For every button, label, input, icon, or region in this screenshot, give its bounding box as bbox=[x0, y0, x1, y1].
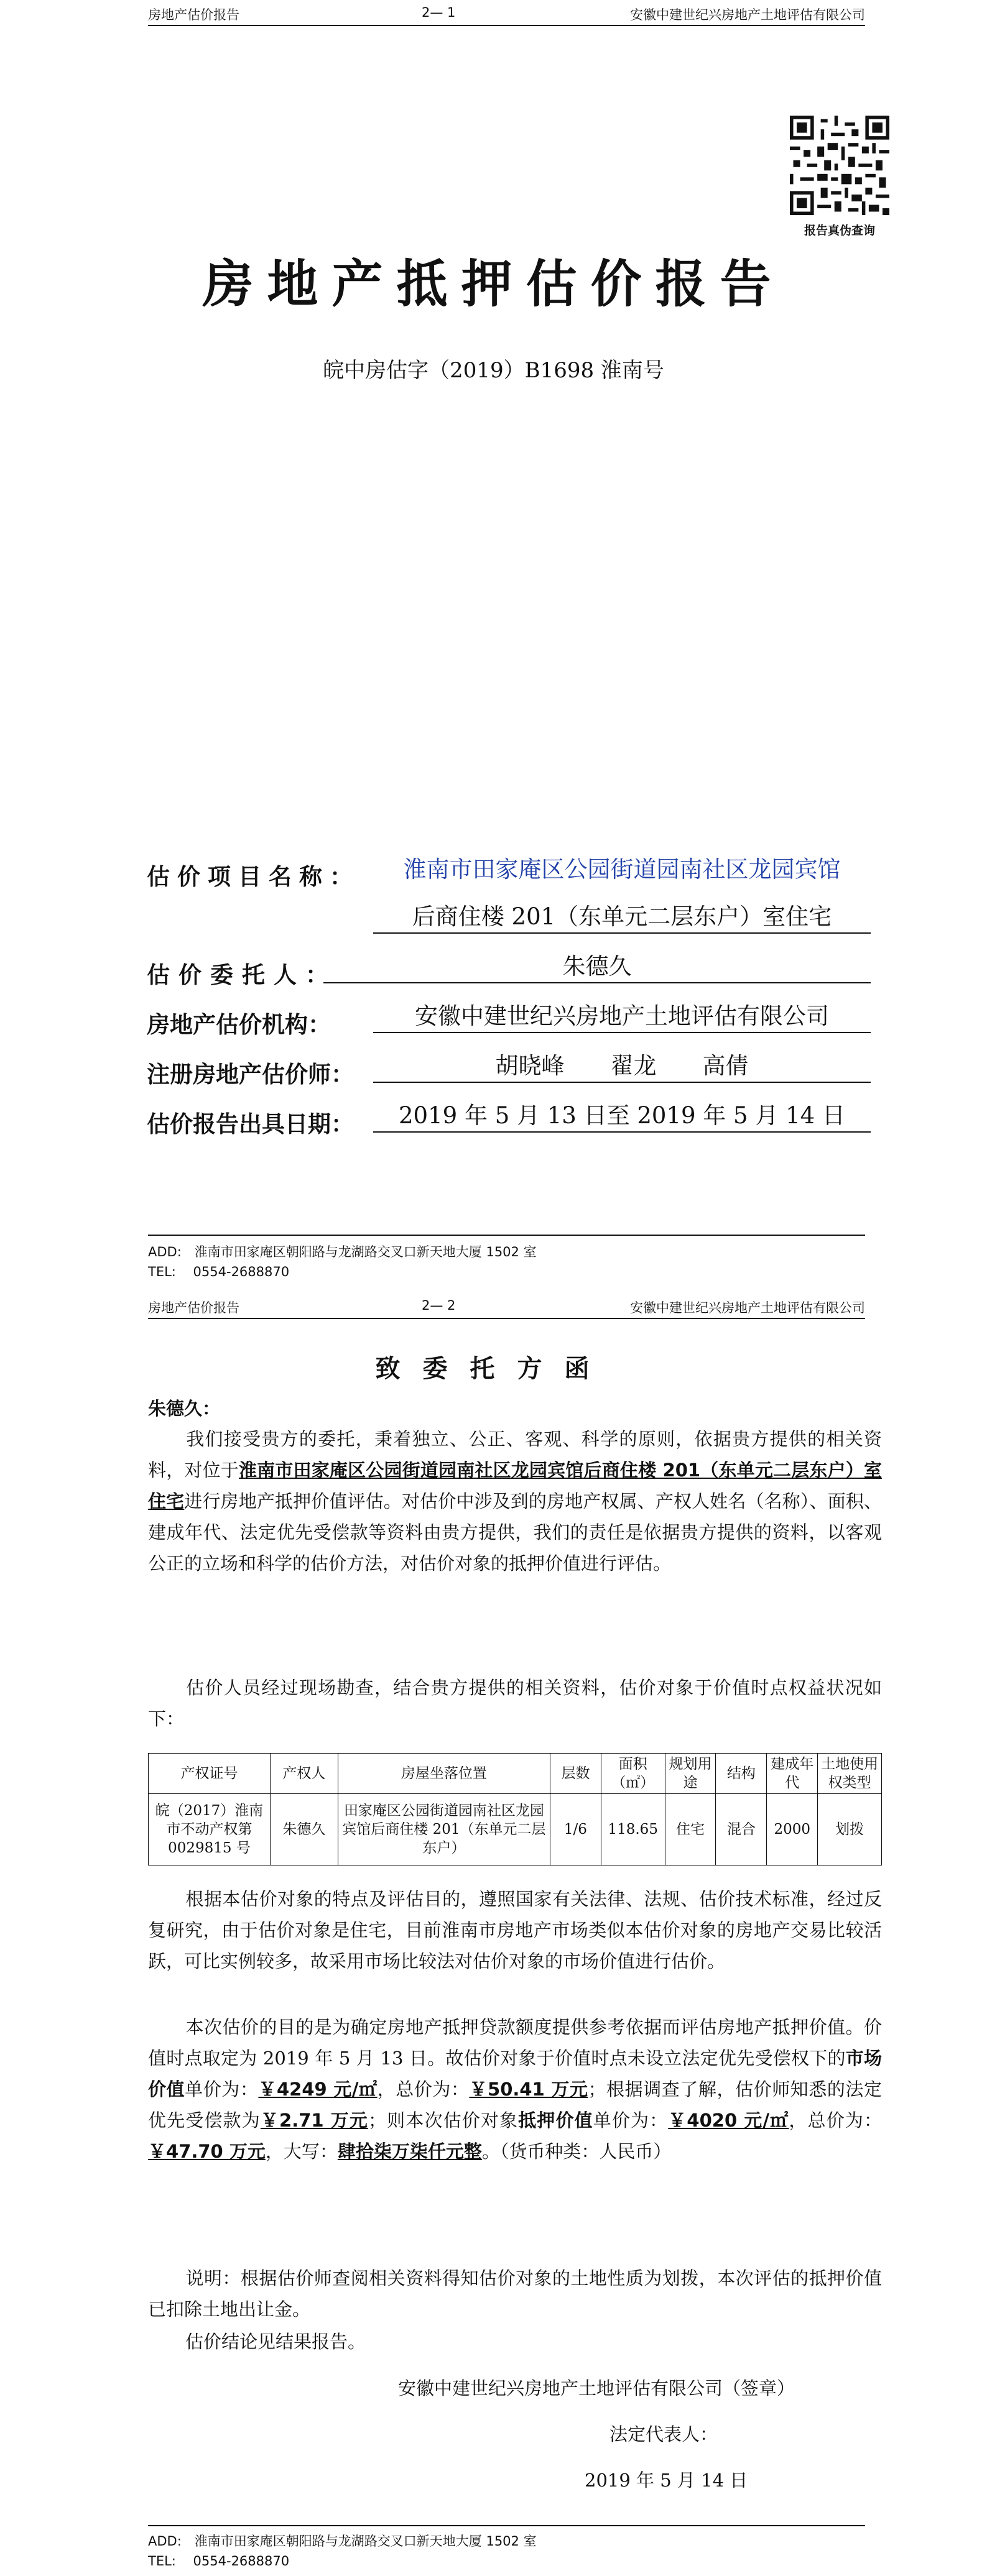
table-cell: 划拨 bbox=[818, 1794, 882, 1865]
table-header-row bbox=[149, 1754, 882, 1794]
footer-rule bbox=[148, 1235, 865, 1236]
footer-tel: TEL: 0554-2688870 bbox=[148, 1264, 290, 1279]
salutation: 朱德久： bbox=[148, 1398, 221, 1419]
report-title: 房地产抵押估价报告 bbox=[202, 255, 785, 314]
table-header: 规划用途 bbox=[665, 1754, 716, 1794]
appraiser-value: 胡晓峰 翟龙 高倩 bbox=[373, 1051, 871, 1083]
table-cell: 118.65 bbox=[601, 1794, 665, 1865]
table-cell: 皖（2017）淮南市不动产权第 0029815 号 bbox=[149, 1794, 271, 1865]
letter-title: 致委托方函 bbox=[375, 1355, 612, 1383]
table-cell: 混合 bbox=[716, 1794, 767, 1865]
footer-address: ADD: 淮南市田家庵区朝阳路与龙湖路交叉口新天地大厦 1502 室 bbox=[148, 2534, 537, 2549]
paragraph-inspection: 估价人员经过现场勘查，结合贵方提供的相关资料，估价对象于价值时点权益状况如下： bbox=[148, 1677, 882, 1729]
table-header: 房屋坐落位置 bbox=[338, 1754, 550, 1794]
market-value-label: 市场价值 bbox=[148, 2048, 882, 2100]
footer-rule bbox=[148, 2525, 865, 2526]
header-company: 安徽中建世纪兴房地产土地评估有限公司 bbox=[630, 7, 865, 22]
table-cell: 住宅 bbox=[665, 1794, 716, 1865]
table-header: 层数 bbox=[550, 1754, 601, 1794]
mortgage-value-label: 抵押价值 bbox=[518, 2110, 593, 2131]
qr-code-icon[interactable] bbox=[790, 116, 889, 215]
client-value: 朱德久 bbox=[323, 951, 871, 983]
qr-caption: 报告真伪查询 bbox=[804, 224, 875, 237]
table-header: 产权人 bbox=[270, 1754, 338, 1794]
report-number: 皖中房估字（2019）B1698 淮南号 bbox=[323, 358, 664, 383]
mortgage-total-in-words: 肆拾柒万柒仟元整 bbox=[337, 2141, 482, 2162]
header-page-number: 2— 2 bbox=[422, 1298, 456, 1313]
table-header: 面积（㎡） bbox=[601, 1754, 665, 1794]
table-header: 产权证号 bbox=[149, 1754, 271, 1794]
agency-label: 房地产估价机构： bbox=[147, 1011, 331, 1038]
table-cell: 2000 bbox=[767, 1794, 818, 1865]
header-left: 房地产估价报告 bbox=[148, 7, 239, 22]
signature-company: 安徽中建世纪兴房地产土地评估有限公司（签章） bbox=[398, 2378, 795, 2399]
project-name-value-line2: 后商住楼 201（东单元二层东户）室住宅 bbox=[373, 901, 871, 934]
mortgage-total-price: ￥47.70 万元 bbox=[148, 2141, 266, 2162]
project-name-label: 估价项目名称： bbox=[147, 863, 360, 890]
header-page-number: 2— 1 bbox=[422, 5, 456, 20]
client-label: 估价委托人： bbox=[147, 962, 337, 988]
market-unit-price: ￥4249 元/㎡ bbox=[258, 2079, 378, 2100]
paragraph-note: 说明：根据估价师查阅相关资料得知估价对象的土地性质为划拨，本次评估的抵押价值已扣除土地出让金。 bbox=[148, 2268, 882, 2320]
table-header: 结构 bbox=[716, 1754, 767, 1794]
header-rule bbox=[148, 1318, 865, 1319]
paragraph-method: 根据本估价对象的特点及评估目的，遵照国家有关法律、法规、估价技术标准，经过反复研究，由于估价对象是住宅，目前淮南市房地产市场类似本估价对象的房地产交易比较活跃，可比实例较多，故采用市场比较法对估价对象的市场价值进行估价。 bbox=[148, 1888, 882, 1972]
project-name-value-line1: 淮南市田家庵区公园街道园南社区龙园宾馆 bbox=[403, 856, 841, 883]
table-cell: 田家庵区公园街道园南社区龙园宾馆后商住楼 201（东单元二层东户） bbox=[338, 1794, 550, 1865]
table-header: 土地使用权类型 bbox=[818, 1754, 882, 1794]
mortgage-unit-price: ￥4020 元/㎡ bbox=[668, 2110, 789, 2131]
paragraph-valuation: 本次估价的目的是为确定房地产抵押贷款额度提供参考依据而评估房地产抵押价值。价值时点取定为 2019 年 5 月 13 日。故估价对象于价值时点未设立法定优先受偿权下的市场价值单价为：￥4249 元/㎡，总价为：￥50.41 万元；根据调查了解，估价师知悉的法定优先受偿款为￥2.71 万元；则本次估价对象抵押价值单价为：￥4020 元/㎡，总价为：￥47.70 万元，大写：肆拾柒万柒仟元整。（货币种类：人民币） bbox=[148, 2017, 882, 2162]
signature-date: 2019 年 5 月 14 日 bbox=[585, 2470, 748, 2491]
signature-legal-rep: 法定代表人： bbox=[609, 2424, 718, 2445]
header-company: 安徽中建世纪兴房地产土地评估有限公司 bbox=[630, 1300, 865, 1315]
footer-tel: TEL: 0554-2688870 bbox=[148, 2554, 290, 2569]
market-total-price: ￥50.41 万元 bbox=[469, 2079, 588, 2100]
priority-payment: ￥2.71 万元 bbox=[260, 2110, 369, 2131]
issue-date-value: 2019 年 5 月 13 日至 2019 年 5 月 14 日 bbox=[373, 1100, 871, 1133]
table-cell: 朱德久 bbox=[270, 1794, 338, 1865]
footer-address: ADD: 淮南市田家庵区朝阳路与龙湖路交叉口新天地大厦 1502 室 bbox=[148, 1244, 537, 1259]
paragraph-conclusion: 估价结论见结果报告。 bbox=[185, 2331, 366, 2352]
table-row bbox=[149, 1794, 882, 1865]
paragraph-commission: 我们接受贵方的委托，秉着独立、公正、客观、科学的原则，依据贵方提供的相关资料，对位于淮南市田家庵区公园街道园南社区龙园宾馆后商住楼 201（东单元二层东户）室住宅进行房地产抵押价值评估。对估价中涉及到的房地产权属、产权人姓名（名称）、面积、建成年代、法定优先受偿款等资料由贵方提供，我们的责任是依据贵方提供的资料，以客观公正的立场和科学的估价方法，对估价对象的抵押价值进行评估。 bbox=[148, 1428, 882, 1574]
appraiser-label: 注册房地产估价师： bbox=[147, 1061, 354, 1088]
table-header: 建成年代 bbox=[767, 1754, 818, 1794]
table-cell: 1/6 bbox=[550, 1794, 601, 1865]
agency-value: 安徽中建世纪兴房地产土地评估有限公司 bbox=[373, 1001, 871, 1033]
header-rule bbox=[148, 25, 865, 26]
issue-date-label: 估价报告出具日期： bbox=[147, 1111, 354, 1138]
property-address: 淮南市田家庵区公园街道园南社区龙园宾馆后商住楼 201（东单元二层东户）室住宅 bbox=[148, 1460, 882, 1512]
property-rights-table bbox=[148, 1753, 882, 1865]
header-left: 房地产估价报告 bbox=[148, 1300, 239, 1315]
